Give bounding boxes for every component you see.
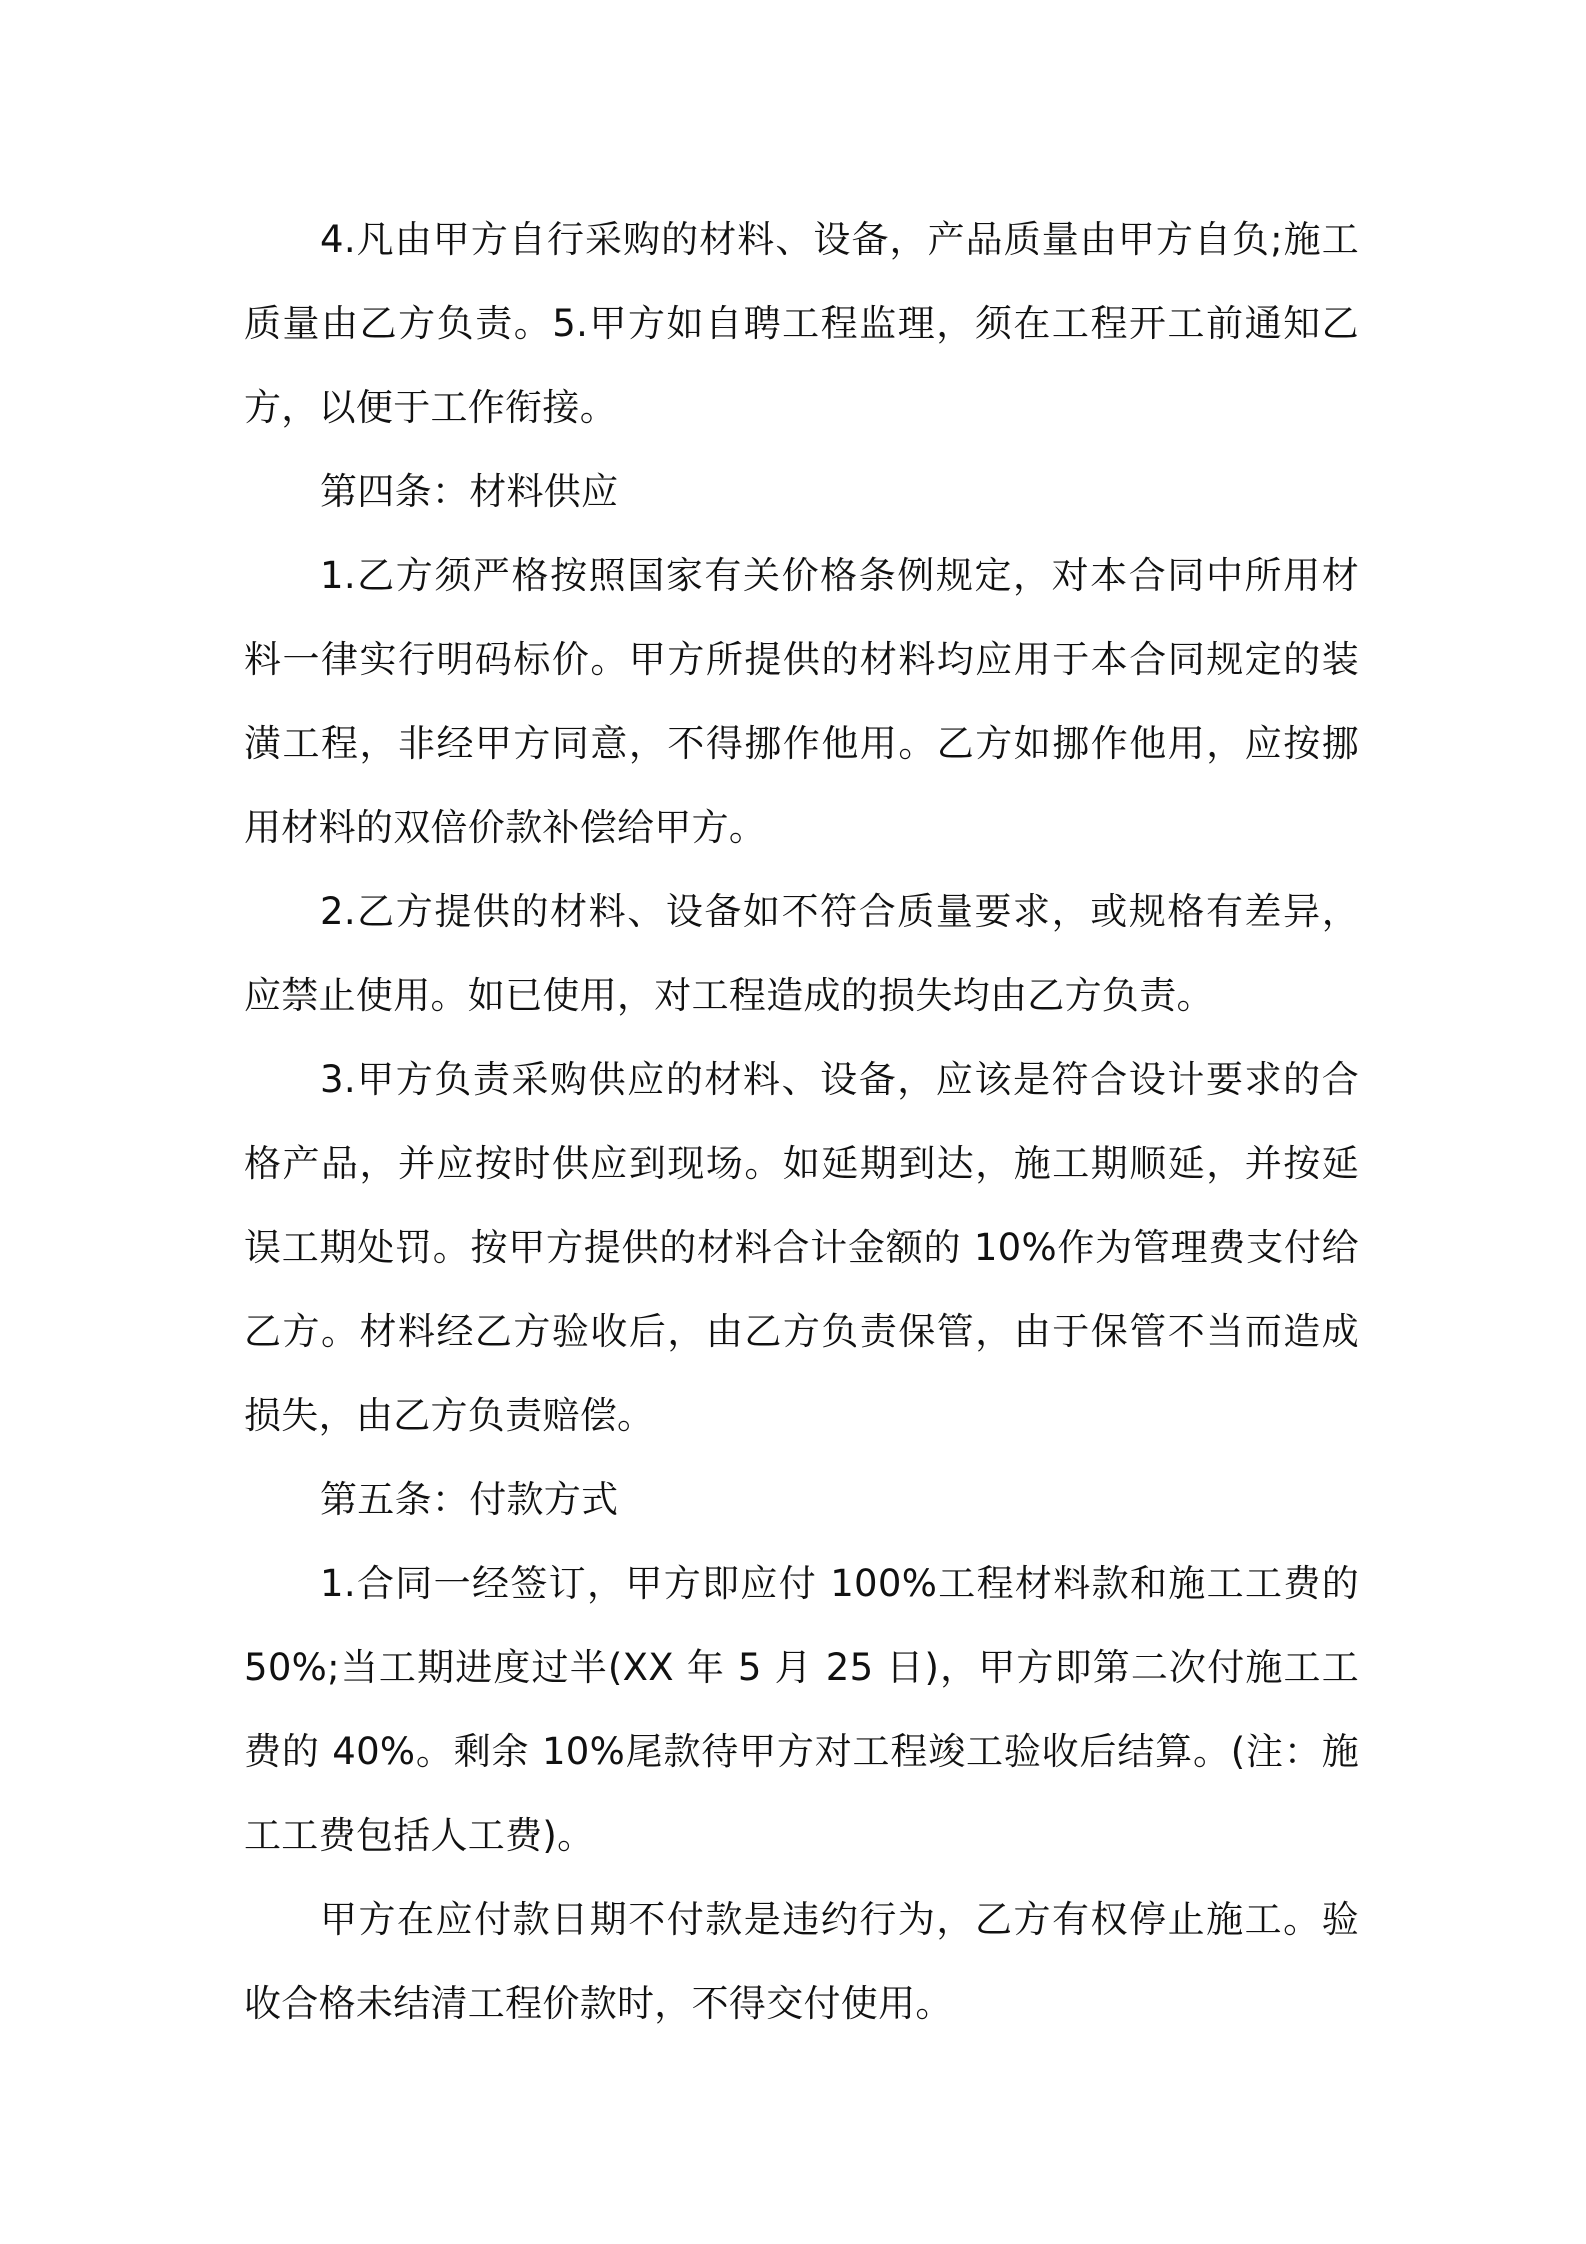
article-5-heading: 第五条：付款方式 xyxy=(320,1478,619,1521)
article-4-item-2: 2.乙方提供的材料、设备如不符合质量要求，或规格有差异，应禁止使用。如已使用，对工程造成的损失均由乙方负责。 xyxy=(244,890,1359,1017)
article-5-item-1: 1.合同一经签订，甲方即应付 100%工程材料款和施工工费的 50%;当工期进度过半(XX 年 5 月 25 日)，甲方即第二次付施工工费的 40%。剩余 10%尾款待甲方对工程竣工验收后结算。(注：施工工费包括人工费)。 xyxy=(244,1562,1359,1857)
article-4-item-1: 1.乙方须严格按照国家有关价格条例规定，对本合同中所用材料一律实行明码标价。甲方所提供的材料均应用于本合同规定的装潢工程，非经甲方同意，不得挪作他用。乙方如挪作他用，应按挪用材料的双倍价款补偿给甲方。 xyxy=(244,554,1359,849)
article-5-payment-default: 甲方在应付款日期不付款是违约行为，乙方有权停止施工。验收合格未结清工程价款时，不得交付使用。 xyxy=(244,1898,1359,2025)
article-4-heading: 第四条：材料供应 xyxy=(320,470,619,513)
article-4-item-3: 3.甲方负责采购供应的材料、设备，应该是符合设计要求的合格产品，并应按时供应到现场。如延期到达，施工期顺延，并按延误工期处罚。按甲方提供的材料合计金额的 10%作为管理费支付给乙方。材料经乙方验收后，由乙方负责保管，由于保管不当而造成损失，由乙方负责赔偿。 xyxy=(244,1058,1359,1437)
document-body xyxy=(244,198,1359,2046)
clause-3-items-4-5: 4.凡由甲方自行采购的材料、设备，产品质量由甲方自负;施工质量由乙方负责。5.甲方如自聘工程监理，须在工程开工前通知乙方，以便于工作衔接。 xyxy=(244,218,1359,429)
